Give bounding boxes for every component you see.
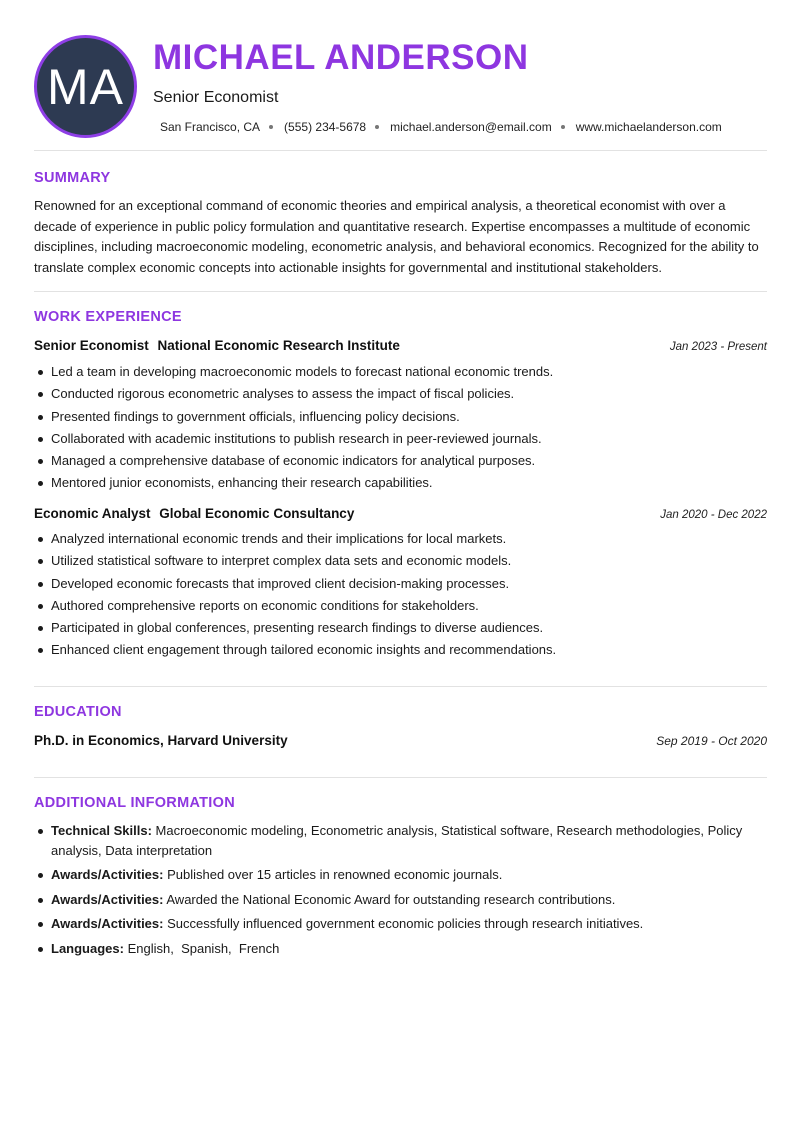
contact-email[interactable]: michael.anderson@email.com [390,120,552,134]
list-item [34,939,767,959]
education-dates: Sep 2019 - Oct 2020 [656,734,767,748]
job-header [34,338,767,353]
summary-text: Renowned for an exceptional command of economic theories and empirical analysis, a theoretical economist with over a decade of experience in public policy formulation and quantitative research. Expertise encompasses a multitude of economic disciplines, including macroeconomic modeling, econometric analysis, and behavioral economics. Recognized for the ability to translate complex economic concepts into actionable insights for governmental and institutional stakeholders. [34,198,759,275]
info-text: Macroeconomic modeling, Econometric analysis, Statistical software, Research methodologies, Policy analysis, Data interpretation [51,823,743,858]
avatar-initials: MA [47,58,124,115]
list-item: Collaborated with academic institutions to publish research in peer-reviewed journals. [34,429,767,451]
candidate-name: MICHAEL ANDERSON [153,38,529,77]
divider [34,150,767,151]
info-label: Awards/Activities: [51,867,164,882]
education-heading: EDUCATION [34,704,122,720]
list-item: Enhanced client engagement through tailored economic insights and recommendations. [34,640,767,662]
list-item: Presented findings to government officials, influencing policy decisions. [34,407,767,429]
divider [34,686,767,687]
job-role: Senior Economist [34,338,149,353]
info-text: Successfully influenced government economic policies through research initiatives. [167,916,644,931]
education-degree: Ph.D. in Economics, Harvard University [34,733,288,748]
list-item: Mentored junior economists, enhancing their research capabilities. [34,473,767,495]
avatar [34,35,137,138]
job-dates: Jan 2023 - Present [669,341,767,353]
contact-website[interactable]: www.michaelanderson.com [575,120,722,134]
list-item: Developed economic forecasts that improved client decision-making processes. [34,574,767,596]
separator-dot [269,125,273,129]
list-item: Conducted rigorous econometric analyses to assess the impact of fiscal policies. [34,384,767,406]
contact-phone: (555) 234-5678 [284,120,367,134]
additional-info-heading: ADDITIONAL INFORMATION [34,795,235,811]
info-label: Languages: [51,940,124,956]
list-item: Led a team in developing macroeconomic models to forecast national economic trends. [34,362,767,384]
job-role: Economic Analyst [34,506,151,521]
education-entry [34,733,767,748]
list-item [34,890,767,910]
info-text: Awarded the National Economic Award for outstanding research contributions. [166,891,616,907]
contact-row [160,120,722,134]
list-item: Participated in global conferences, presenting research findings to diverse audiences. [34,618,767,640]
info-label: Awards/Activities: [51,916,164,931]
work-experience-heading: WORK EXPERIENCE [34,309,182,325]
contact-location: San Francisco, CA [160,120,261,134]
list-item [34,821,767,860]
divider [34,777,767,778]
info-text: English, Spanish, French [127,940,280,956]
additional-info-list [34,821,767,963]
job-bullets [34,362,767,496]
divider [34,291,767,292]
list-item [34,865,767,885]
separator-dot [375,125,379,129]
job-header [34,506,767,521]
list-item [34,914,767,934]
list-item: Authored comprehensive reports on economic conditions for stakeholders. [34,596,767,618]
list-item: Managed a comprehensive database of economic indicators for analytical purposes. [34,451,767,473]
list-item: Utilized statistical software to interpret complex data sets and economic models. [34,551,767,573]
separator-dot [561,125,565,129]
job-dates: Jan 2020 - Dec 2022 [660,509,767,521]
info-text: Published over 15 articles in renowned economic journals. [167,867,503,882]
job-role-company [34,338,400,353]
list-item: Analyzed international economic trends and their implications for local markets. [34,529,767,551]
job-company: Global Economic Consultancy [159,506,355,521]
job-role-company [34,506,354,521]
job-company: National Economic Research Institute [157,338,400,353]
job-bullets [34,529,767,663]
info-label: Awards/Activities: [51,891,164,907]
info-label: Technical Skills: [51,823,152,838]
candidate-title: Senior Economist [153,89,279,106]
summary-heading: SUMMARY [34,170,111,186]
